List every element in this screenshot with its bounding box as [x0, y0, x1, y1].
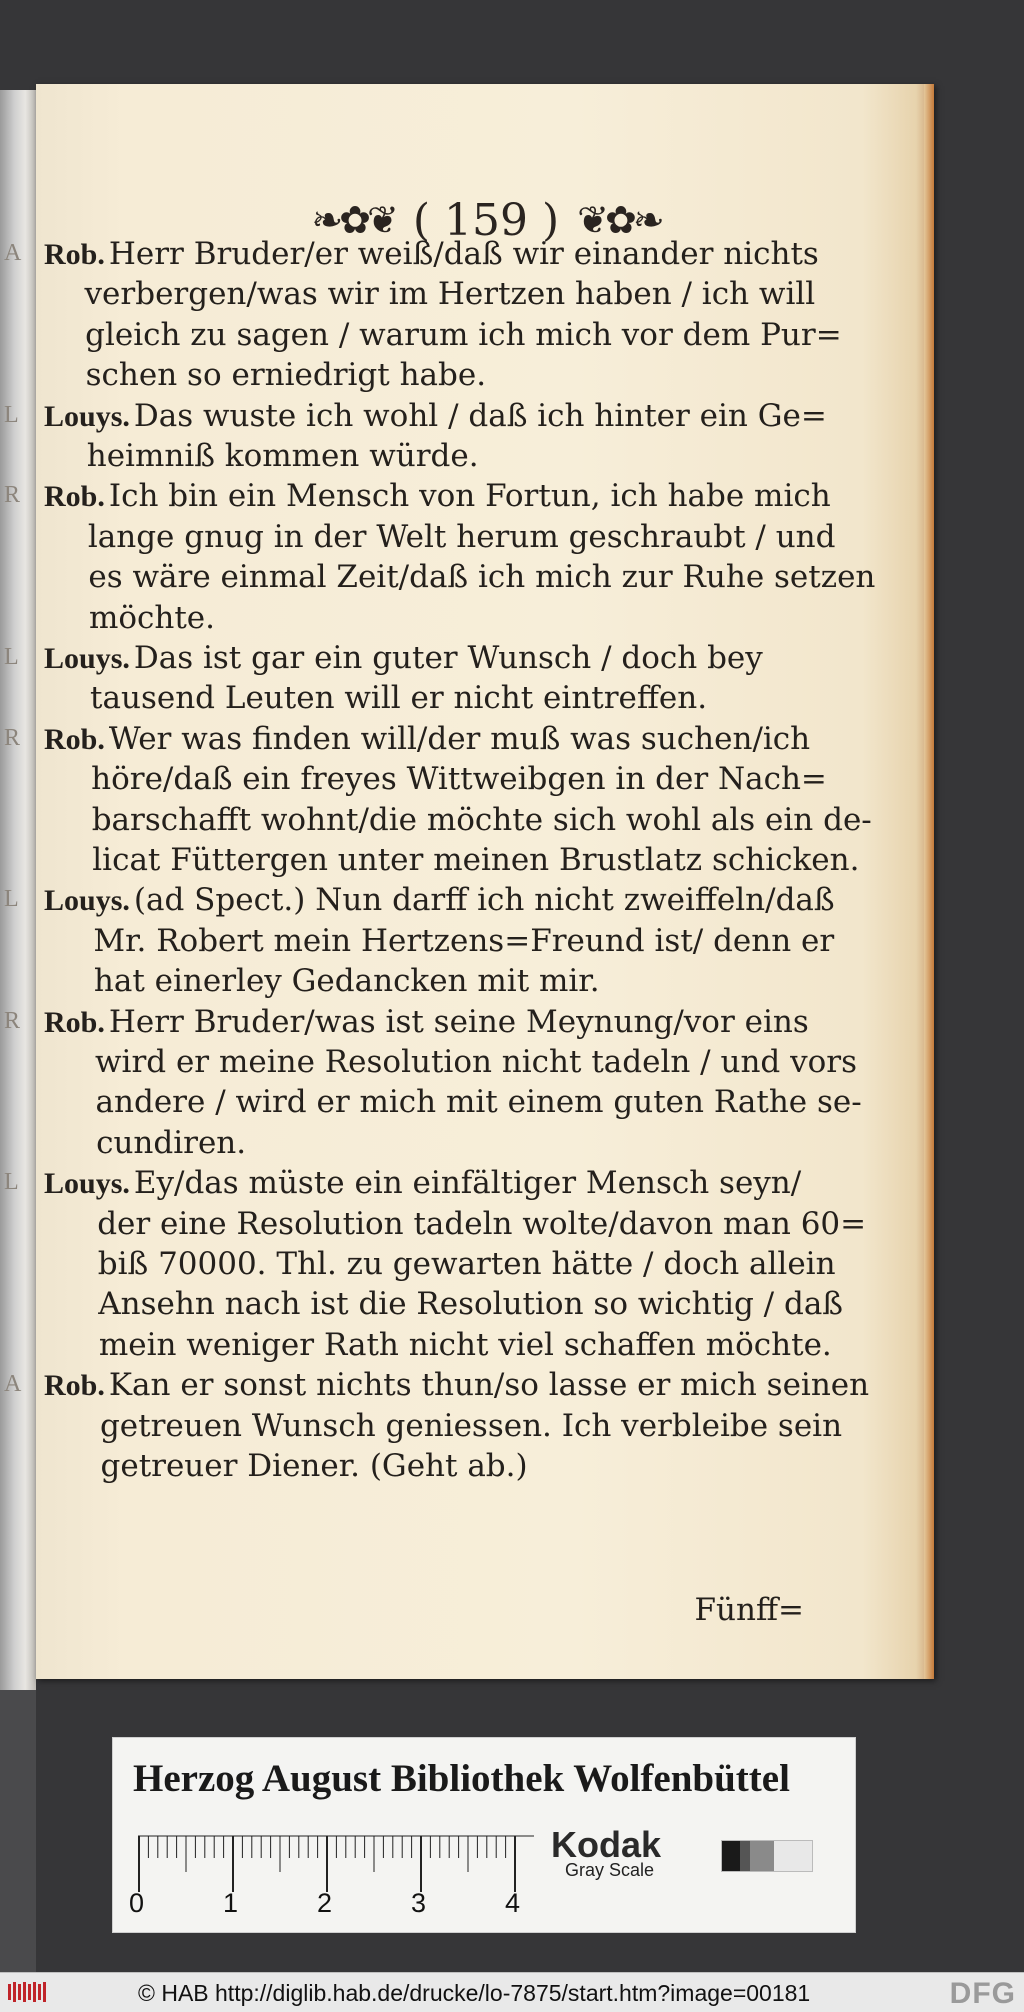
ruler-number: 3 — [411, 1888, 427, 1918]
bleed-through-letter: R — [4, 482, 21, 509]
ruler-number: 0 — [129, 1888, 145, 1918]
library-name: Herzog August Bibliothek Wolfenbüttel — [133, 1757, 790, 1800]
bleed-through-letter: R — [4, 1007, 21, 1034]
text-line — [98, 1244, 836, 1284]
copyright-url: © HAB http://diglib.hab.de/drucke/lo-7875/start.htm?image=00181 — [138, 1980, 811, 2006]
text-line — [44, 1002, 809, 1043]
speaker-name: Rob. — [44, 480, 105, 514]
text-line — [94, 961, 600, 1001]
footer-bar — [0, 1972, 1024, 2012]
speaker-name: Rob. — [44, 1369, 105, 1403]
line-text: getreuer Diener. (Geht ab.) — [100, 1448, 528, 1484]
text-line — [92, 840, 859, 880]
line-text: wird er meine Resolution nicht tadeln / und vors — [95, 1044, 858, 1080]
line-text: licat Füttergen unter meinen Brustlatz schicken. — [92, 842, 860, 878]
text-line — [98, 1284, 843, 1324]
speaker-name: Louys. — [44, 1167, 130, 1201]
line-text: getreuen Wunsch geniessen. Ich verbleibe sein — [99, 1407, 843, 1444]
line-text: heimniß kommen würde. — [86, 438, 479, 474]
ruler-number: 4 — [505, 1888, 521, 1918]
swatch-light — [774, 1841, 812, 1871]
line-text: gleich zu sagen / warum ich mich vor dem Pur= — [85, 316, 842, 353]
line-text: möchte. — [88, 599, 215, 636]
ruler-numbers — [129, 1888, 549, 1922]
gray-scale-swatch — [721, 1840, 813, 1872]
scan-shadow — [0, 1690, 36, 1990]
library-label — [112, 1737, 856, 1933]
right-ornament: ❦✿❧ — [577, 198, 661, 242]
speaker-name: Rob. — [44, 722, 105, 756]
text-line — [44, 1163, 801, 1204]
swatch-mid — [750, 1841, 774, 1871]
page-number: ( 159 ) — [412, 194, 560, 246]
line-text: es wäre einmal Zeit/daß ich mich zur Ruhe setzen — [88, 559, 876, 596]
text-line — [90, 678, 707, 718]
speaker-name: Rob. — [44, 238, 105, 271]
text-line — [85, 315, 842, 355]
line-text: höre/daß ein freyes Wittweibgen in der Nach= — [91, 761, 827, 798]
line-text: verbergen/was wir im Hertzen haben / ich will — [84, 276, 816, 313]
text-line — [44, 638, 763, 679]
text-line — [93, 921, 834, 961]
ruler-number: 2 — [317, 1888, 333, 1918]
text-line — [86, 355, 486, 395]
text-line — [88, 517, 836, 557]
swatch-black — [722, 1841, 740, 1871]
line-text: Das wuste ich wohl / daß ich hinter ein Ge= — [133, 397, 827, 434]
line-text: hat einerley Gedancken mit mir. — [93, 963, 600, 1000]
line-text: mein weniger Rath nicht viel schaffen möchte. — [98, 1326, 832, 1363]
text-line — [97, 1204, 866, 1244]
line-text: Wer was finden will/der muß was suchen/ich — [108, 720, 811, 757]
speaker-name: Rob. — [44, 1005, 105, 1039]
gray-scale-label: Gray Scale — [565, 1860, 655, 1880]
text-line — [100, 1406, 842, 1446]
kodak-logo: Kodak — [551, 1824, 662, 1865]
text-line — [95, 1042, 857, 1082]
text-line — [44, 234, 819, 275]
bleed-through-letter: L — [4, 1169, 19, 1196]
text-line — [92, 800, 872, 840]
line-text: Ey/das müste ein einfältiger Mensch seyn/ — [133, 1165, 802, 1202]
bleed-through-letter: A — [4, 1371, 22, 1398]
line-text: schen so erniedrigt habe. — [85, 357, 487, 394]
bleed-through-letter: R — [4, 724, 21, 751]
speaker-name: Louys. — [44, 884, 130, 918]
bleed-through-letter: L — [4, 644, 19, 670]
line-text: barschafft wohnt/die möchte sich wohl als ein de- — [91, 801, 872, 838]
book-page — [36, 84, 934, 1679]
page-text — [36, 84, 934, 1679]
bleed-through-letter: A — [4, 240, 22, 266]
text-line — [88, 557, 875, 597]
scale-ruler — [138, 1834, 534, 1894]
line-text: Herr Bruder/er weiß/daß wir einander nichts — [108, 236, 819, 272]
line-text: Ansehn nach ist die Resolution so wichtig / daß — [98, 1286, 844, 1323]
line-text: andere / wird er mich mit einem guten Rathe se- — [95, 1084, 862, 1121]
ruler-number: 1 — [223, 1888, 239, 1918]
text-line — [91, 759, 827, 799]
text-line — [44, 719, 810, 760]
text-line — [101, 1446, 528, 1486]
catchword: Fünff= — [694, 1592, 804, 1628]
left-ornament: ❧✿❦ — [311, 198, 395, 242]
bleed-through-letter: L — [4, 886, 19, 913]
line-text: Herr Bruder/was ist seine Meynung/vor eins — [108, 1003, 809, 1040]
text-line — [44, 396, 827, 437]
line-text: cundiren. — [96, 1124, 247, 1161]
speaker-name: Louys. — [44, 642, 130, 675]
text-line — [99, 1325, 832, 1365]
line-text: lange gnug in der Welt herum geschraubt / und — [87, 518, 836, 555]
speaker-name: Louys. — [44, 399, 130, 433]
line-text: tausend Leuten will er nicht eintreffen. — [90, 680, 708, 717]
line-text: biß 70000. Thl. zu gewarten hätte / doch allein — [97, 1246, 836, 1282]
swatch-dark — [740, 1841, 750, 1871]
dfg-logo: DFG — [949, 1977, 1016, 2010]
text-line — [85, 274, 816, 314]
line-text: Mr. Robert mein Hertzens=Freund ist/ denn er — [93, 922, 835, 959]
line-text: Kan er sonst nichts thun/so lasse er mich seinen — [108, 1367, 870, 1404]
line-text: der eine Resolution tadeln wolte/davon man 60= — [97, 1205, 867, 1242]
text-line — [96, 1123, 246, 1163]
text-line — [44, 476, 831, 517]
text-line — [89, 598, 215, 638]
text-line — [44, 1365, 869, 1406]
text-line — [44, 880, 835, 921]
hab-logo-icon — [6, 1980, 48, 2004]
text-line — [96, 1082, 862, 1122]
line-text: (ad Spect.) Nun darff ich nicht zweiffeln/daß — [133, 882, 835, 919]
text-line — [87, 436, 479, 476]
line-text: Ich bin ein Mensch von Fortun, ich habe mich — [108, 478, 831, 515]
line-text: Das ist gar ein guter Wunsch / doch bey — [133, 640, 763, 676]
bleed-through-letter: L — [4, 401, 19, 428]
